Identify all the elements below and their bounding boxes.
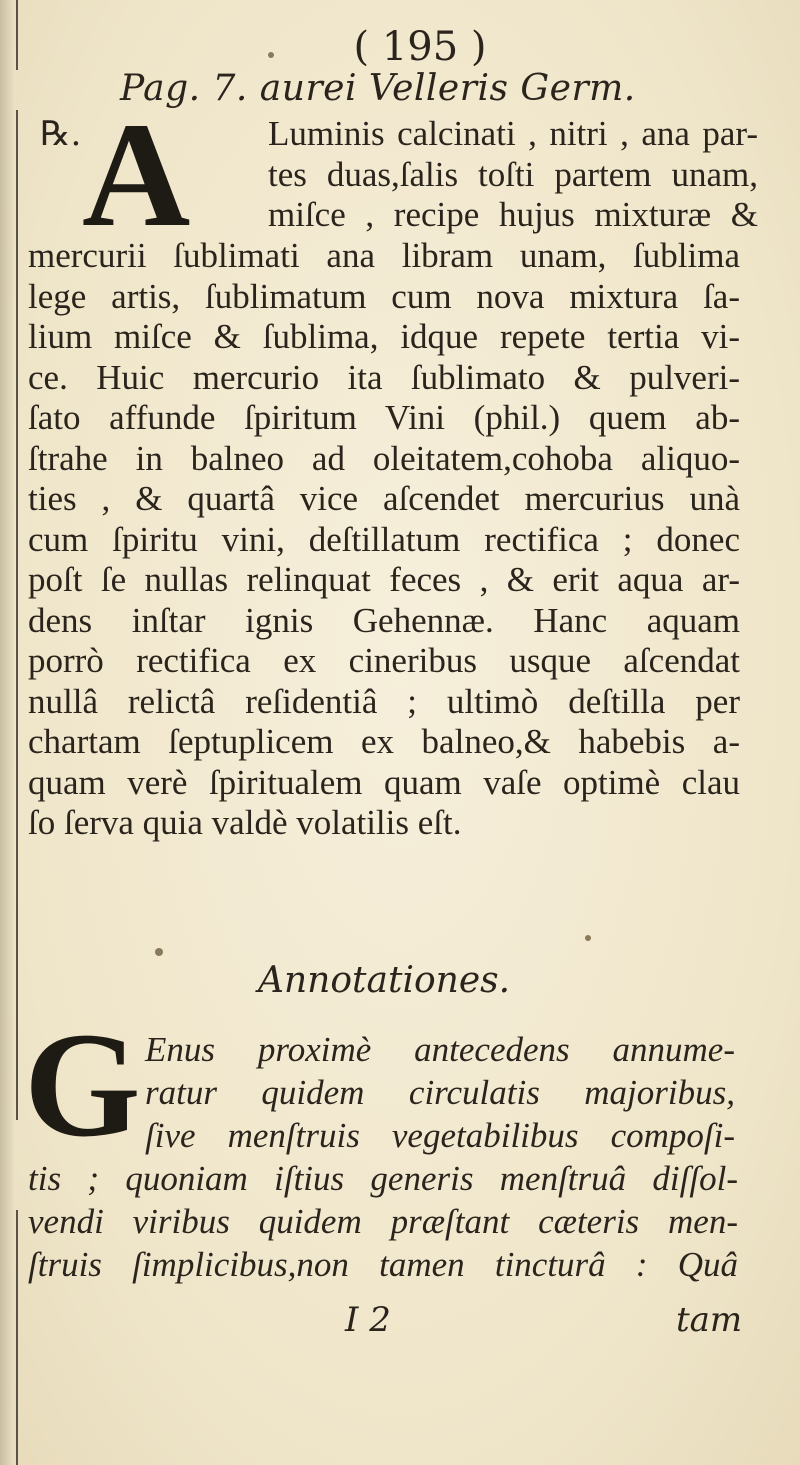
text-line: quam verè ſpiritualem quam vaſe optimè clau [28, 762, 740, 802]
page-number: ( 195 ) [353, 24, 487, 70]
annotation-full-lines [28, 1157, 738, 1286]
paper-speck [585, 935, 591, 941]
annotation-indented-lines [145, 1028, 735, 1157]
text-line: ſtruis ſimplicibus,non tamen tincturâ : Quâ [28, 1245, 738, 1284]
text-line: miſce , recipe hujus mixturæ & [268, 195, 758, 234]
text-line: ſtrahe in balneo ad oleitatem,cohoba aliquo- [28, 438, 740, 478]
text-line: ſive menſtruis vegetabilibus compoſi- [145, 1116, 735, 1155]
text-line: tis ; quoniam iſtius generis menſtruâ diſſol- [28, 1159, 738, 1198]
text-line: mercurii ſublimati ana libram unam, ſublima [28, 236, 740, 275]
text-line: lium miſce & ſublima, idque repete tertia vi- [28, 317, 740, 356]
text-line: dens inſtar ignis Gehennæ. Hanc aquam [28, 600, 740, 640]
text-line: nullâ relictâ reſidentiâ ; ultimò deſtilla per [28, 681, 740, 721]
text-line: ſo ſerva quia valdè volatilis eſt. [28, 803, 462, 842]
page-binding-edge [0, 0, 14, 1465]
text-line: vendi viribus quidem præſtant cæteris men- [28, 1202, 738, 1241]
dropcap-letter: G [24, 1002, 141, 1168]
signature-mark: I 2 [345, 1300, 391, 1340]
text-line: Enus proximè antecedens annume- [145, 1030, 735, 1069]
recipe-sign: ℞. [40, 114, 82, 154]
text-line: Luminis calcinati , nitri , ana par- [268, 114, 758, 153]
text-line: tes duas,ſalis toſti partem unam, [268, 154, 758, 194]
text-line: cum ſpiritu vini, deſtillatum rectifica ; donec [28, 519, 740, 559]
text-line: ce. Huic mercurio ita ſublimato & pulveri- [28, 357, 740, 397]
catchword: tam [676, 1300, 743, 1340]
paper-speck [268, 52, 274, 58]
running-head: Pag. 7. aurei Velleris Germ. [120, 68, 636, 109]
text-line: ratur quidem circulatis majoribus, [145, 1073, 735, 1112]
text-line: porrò rectifica ex cineribus usque aſcendat [28, 641, 740, 680]
text-line: chartam ſeptuplicem ex balneo,& habebis a- [28, 722, 740, 761]
annotations-heading: Annotationes. [258, 960, 511, 1001]
text-line: poſt ſe nullas relinquat feces , & erit aqua ar- [28, 560, 740, 599]
text-line: ties , & quartâ vice aſcendet mercurius unà [28, 479, 740, 518]
text-line: lege artis, ſublimatum cum nova mixtura ſa- [28, 276, 740, 316]
recipe-indented-lines [268, 114, 758, 236]
gutter-rule [16, 110, 18, 1120]
page-header [0, 24, 800, 70]
dropcap-letter: A [82, 92, 191, 258]
recipe-full-lines [28, 236, 740, 844]
paper-speck [155, 948, 163, 956]
text-line: ſato affunde ſpiritum Vini (phil.) quem ab- [28, 398, 740, 437]
gutter-rule [16, 1210, 18, 1465]
